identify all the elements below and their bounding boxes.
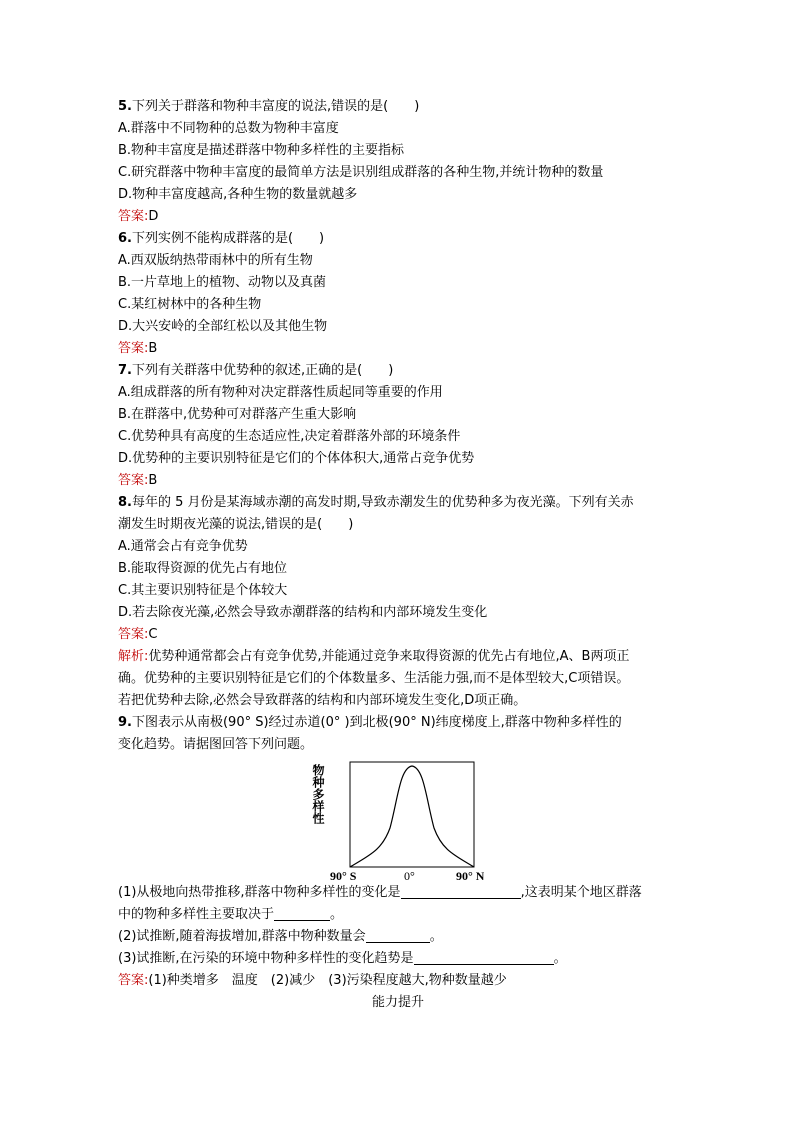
analysis-text: 优势种通常都会占有竞争优势,并能通过竞争来取得资源的优先占有地位,A、B两项正	[148, 649, 630, 664]
option: B.能取得资源的优先占有地位	[118, 561, 288, 576]
analysis-label: 解析:	[118, 649, 149, 664]
analysis	[118, 646, 678, 668]
option: C.优势种具有高度的生态适应性,决定着群落外部的环境条件	[118, 429, 461, 444]
question-number: 5.	[118, 99, 132, 114]
plot-frame	[350, 762, 474, 867]
answer	[118, 338, 678, 360]
question-text: 下列有关群落中优势种的叙述,正确的是( )	[131, 363, 394, 378]
option: B.物种丰富度是描述群落中物种多样性的主要指标	[118, 143, 405, 158]
question-text: 潮发生时期夜光藻的说法,错误的是( )	[118, 517, 354, 532]
x-tick-right: 90° N	[456, 869, 484, 882]
answer-label: 答案:	[118, 627, 149, 642]
x-tick-left: 90° S	[330, 869, 357, 882]
answer	[118, 970, 678, 992]
subquestion-3	[118, 948, 678, 970]
question-number: 9.	[118, 715, 132, 730]
subquestion-2	[118, 926, 678, 948]
answer	[118, 470, 678, 492]
answer	[118, 206, 678, 228]
answer-blank[interactable]	[366, 928, 430, 943]
x-tick-mid: 0°	[404, 869, 415, 882]
question-9-stem	[118, 712, 678, 734]
answer-label: 答案:	[118, 973, 149, 988]
subquestion-text: ,这表明某个地区群落	[520, 885, 642, 900]
answer-value: (1)种类增多 温度 (2)减少 (3)污染程度越大,物种数量越少	[148, 973, 507, 988]
y-axis-label: 物种多样性	[311, 764, 325, 824]
question-text: 下列实例不能构成群落的是( )	[131, 231, 325, 246]
option: D.物种丰富度越高,各种生物的数量就越多	[118, 187, 358, 202]
option: D.若去除夜光藻,必然会导致赤潮群落的结构和内部环境发生变化	[118, 605, 488, 620]
answer-label: 答案:	[118, 209, 149, 224]
diversity-curve-chart	[304, 758, 484, 882]
question-number: 8.	[118, 495, 132, 510]
option: A.组成群落的所有物种对决定群落性质起同等重要的作用	[118, 385, 443, 400]
option: B.一片草地上的植物、动物以及真菌	[118, 275, 327, 290]
option: B.在群落中,优势种可对群落产生重大影响	[118, 407, 357, 422]
answer-value: B	[148, 473, 158, 488]
subquestion-text: (1)从极地向热带推移,群落中物种多样性的变化是	[118, 885, 401, 900]
subquestion-text: 中的物种多样性主要取决于	[118, 907, 275, 922]
question-text: 下列关于群落和物种丰富度的说法,错误的是( )	[131, 99, 420, 114]
option: A.西双版纳热带雨林中的所有生物	[118, 253, 313, 268]
question-6-stem	[118, 228, 678, 250]
question-7-stem	[118, 360, 678, 382]
option: C.研究群落中物种丰富度的最简单方法是识别组成群落的各种生物,并统计物种的数量	[118, 165, 604, 180]
option: C.其主要识别特征是个体较大	[118, 583, 288, 598]
option: A.群落中不同物种的总数为物种丰富度	[118, 121, 339, 136]
question-text: 变化趋势。请据图回答下列问题。	[118, 737, 314, 752]
subquestion-text: (2)试推断,随着海拔增加,群落中物种数量会	[118, 929, 366, 944]
document-page	[118, 96, 678, 1014]
subquestion-text: (3)试推断,在污染的环境中物种多样性的变化趋势是	[118, 951, 414, 966]
answer-value: D	[148, 209, 159, 224]
question-8-stem	[118, 492, 678, 514]
diversity-figure	[118, 758, 678, 882]
question-5-stem	[118, 96, 678, 118]
answer-value: C	[148, 627, 158, 642]
question-number: 6.	[118, 231, 132, 246]
subquestion-text: 。	[429, 929, 443, 944]
answer-label: 答案:	[118, 473, 149, 488]
answer-blank[interactable]	[401, 884, 521, 899]
diversity-curve	[350, 766, 474, 867]
subquestion-text: 。	[330, 907, 344, 922]
question-text: 每年的 5 月份是某海域赤潮的高发时期,导致赤潮发生的优势种多为夜光藻。下列有关赤	[131, 495, 634, 510]
option: D.优势种的主要识别特征是它们的个体体积大,通常占竞争优势	[118, 451, 475, 466]
answer-blank[interactable]	[414, 950, 554, 965]
option: A.通常会占有竞争优势	[118, 539, 248, 554]
question-text: 下图表示从南极(90° S)经过赤道(0° )到北极(90° N)纬度梯度上,群落中物种多样性的	[131, 715, 622, 730]
option: C.某红树林中的各种生物	[118, 297, 262, 312]
subquestion-1	[118, 882, 678, 904]
section-title: 能力提升	[371, 995, 424, 1010]
option: D.大兴安岭的全部红松以及其他生物	[118, 319, 328, 334]
subquestion-1-cont	[118, 904, 678, 926]
question-number: 7.	[118, 363, 132, 378]
subquestion-text: 。	[553, 951, 567, 966]
answer-label: 答案:	[118, 341, 149, 356]
analysis-text: 确。优势种的主要识别特征是它们的个体数量多、生活能力强,而不是体型较大,C项错误。	[118, 671, 630, 686]
answer-blank[interactable]	[274, 906, 330, 921]
analysis-text: 若把优势种去除,必然会导致群落的结构和内部环境发生变化,D项正确。	[118, 693, 527, 708]
answer	[118, 624, 678, 646]
answer-value: B	[148, 341, 158, 356]
